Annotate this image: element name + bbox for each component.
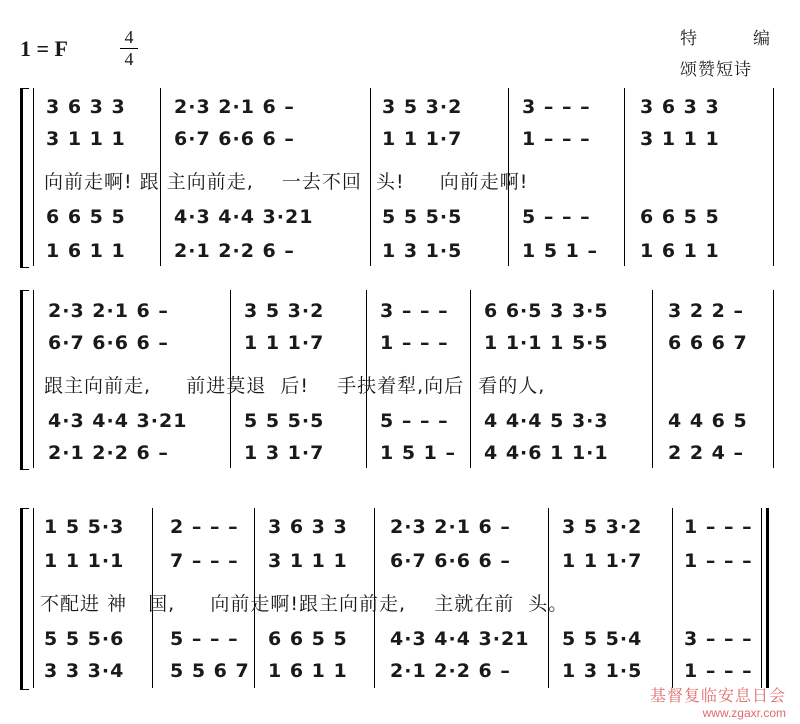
measure: 2 2 4 – bbox=[668, 442, 745, 464]
measure: 1 1 1·7 bbox=[562, 550, 643, 572]
measure: 1 – – – bbox=[684, 550, 753, 572]
soprano-row bbox=[0, 96, 800, 118]
measure: 5 5 6 7 bbox=[170, 660, 250, 682]
key-signature: 1 = F bbox=[20, 36, 68, 61]
hymn-source: 颂赞短诗 bbox=[680, 60, 752, 80]
measure: 5 5 5·6 bbox=[44, 628, 125, 650]
measure: 2·1 2·2 6 – bbox=[48, 442, 169, 464]
measure: 3 6 3 3 bbox=[268, 516, 348, 538]
watermark bbox=[636, 683, 786, 720]
measure: 1 – – – bbox=[684, 516, 753, 538]
measure: 2 – – – bbox=[170, 516, 239, 538]
measure: 3 1 1 1 bbox=[640, 128, 720, 150]
measure: 3 3 3·4 bbox=[44, 660, 125, 682]
measure: 4 4·4 5 3·3 bbox=[484, 410, 609, 432]
system-1 bbox=[0, 88, 800, 268]
alto-row bbox=[0, 332, 800, 354]
measure: 3 6 3 3 bbox=[46, 96, 126, 118]
measure: 1 1·1 1 5·5 bbox=[484, 332, 609, 354]
measure: 2·1 2·2 6 – bbox=[174, 240, 295, 262]
system-3 bbox=[0, 508, 800, 688]
measure: 4 4·6 1 1·1 bbox=[484, 442, 609, 464]
meter-bottom: 4 bbox=[124, 49, 134, 69]
measure: 3 5 3·2 bbox=[244, 300, 325, 322]
measure: 3 1 1 1 bbox=[268, 550, 348, 572]
bass-row bbox=[0, 660, 800, 682]
measure: 3 6 3 3 bbox=[640, 96, 720, 118]
measure: 3 5 3·2 bbox=[382, 96, 463, 118]
measure: 6 6 5 5 bbox=[46, 206, 126, 228]
measure: 2·3 2·1 6 – bbox=[390, 516, 511, 538]
watermark-text: 基督复临安息日会 bbox=[649, 688, 786, 705]
credit-block bbox=[680, 24, 770, 80]
measure: 1 3 1·5 bbox=[382, 240, 463, 262]
measure: 6 6·5 3 3·5 bbox=[484, 300, 609, 322]
measure: 1 – – – bbox=[380, 332, 449, 354]
measure: 1 6 1 1 bbox=[268, 660, 348, 682]
measure: 1 5 1 – bbox=[522, 240, 599, 262]
measure: 1 6 1 1 bbox=[640, 240, 720, 262]
system-2 bbox=[0, 290, 800, 470]
soprano-row bbox=[0, 516, 800, 538]
time-signature bbox=[118, 28, 140, 69]
measure: 3 1 1 1 bbox=[46, 128, 126, 150]
tenor-row bbox=[0, 628, 800, 650]
measure: 6·7 6·6 6 – bbox=[48, 332, 169, 354]
measure: 1 6 1 1 bbox=[46, 240, 126, 262]
measure: 4 4 6 5 bbox=[668, 410, 748, 432]
measure: 3 – – – bbox=[684, 628, 753, 650]
measure: 1 5 5·3 bbox=[44, 516, 125, 538]
measure: 5 5 5·4 bbox=[562, 628, 643, 650]
measure: 6·7 6·6 6 – bbox=[174, 128, 295, 150]
measure: 6 6 6 7 bbox=[668, 332, 748, 354]
arranger-label-2: 编 bbox=[753, 29, 770, 49]
measure: 1 – – – bbox=[684, 660, 753, 682]
bass-row bbox=[0, 442, 800, 464]
arranger-label: 特 bbox=[680, 29, 697, 49]
measure: 5 – – – bbox=[522, 206, 591, 228]
measure: 2·3 2·1 6 – bbox=[174, 96, 295, 118]
measure: 7 – – – bbox=[170, 550, 239, 572]
measure: 3 2 2 – bbox=[668, 300, 745, 322]
measure: 1 1 1·7 bbox=[244, 332, 325, 354]
measure: 3 5 3·2 bbox=[562, 516, 643, 538]
lyrics-line: 跟主向前走, 前进莫退 后! 手扶着犁,向后 看的人, bbox=[44, 375, 546, 397]
measure: 4·3 4·4 3·21 bbox=[48, 410, 188, 432]
alto-row bbox=[0, 128, 800, 150]
bass-row bbox=[0, 240, 800, 262]
measure: 1 1 1·1 bbox=[44, 550, 125, 572]
measure: 6 6 5 5 bbox=[268, 628, 348, 650]
measure: 1 1 1·7 bbox=[382, 128, 463, 150]
measure: 5 – – – bbox=[170, 628, 239, 650]
lyrics-line: 向前走啊! 跟 主向前走, 一去不回 头! 向前走啊! bbox=[44, 171, 529, 193]
measure: 4·3 4·4 3·21 bbox=[174, 206, 314, 228]
measure: 2·3 2·1 6 – bbox=[48, 300, 169, 322]
meter-top: 4 bbox=[124, 27, 134, 47]
soprano-row bbox=[0, 300, 800, 322]
tenor-row bbox=[0, 410, 800, 432]
measure: 1 3 1·5 bbox=[562, 660, 643, 682]
measure: 3 – – – bbox=[522, 96, 591, 118]
tenor-row bbox=[0, 206, 800, 228]
measure: 3 – – – bbox=[380, 300, 449, 322]
alto-row bbox=[0, 550, 800, 572]
measure: 5 – – – bbox=[380, 410, 449, 432]
measure: 6·7 6·6 6 – bbox=[390, 550, 511, 572]
measure: 1 3 1·7 bbox=[244, 442, 325, 464]
measure: 2·1 2·2 6 – bbox=[390, 660, 511, 682]
measure: 1 – – – bbox=[522, 128, 591, 150]
measure: 1 5 1 – bbox=[380, 442, 457, 464]
measure: 5 5 5·5 bbox=[244, 410, 325, 432]
lyrics-line: 不配进 神 国, 向前走啊!跟主向前走, 主就在前 头。 bbox=[40, 593, 569, 615]
arranger-line bbox=[680, 24, 770, 49]
measure: 6 6 5 5 bbox=[640, 206, 720, 228]
watermark-url: www.zgaxr.com bbox=[702, 706, 786, 720]
measure: 4·3 4·4 3·21 bbox=[390, 628, 530, 650]
measure: 5 5 5·5 bbox=[382, 206, 463, 228]
